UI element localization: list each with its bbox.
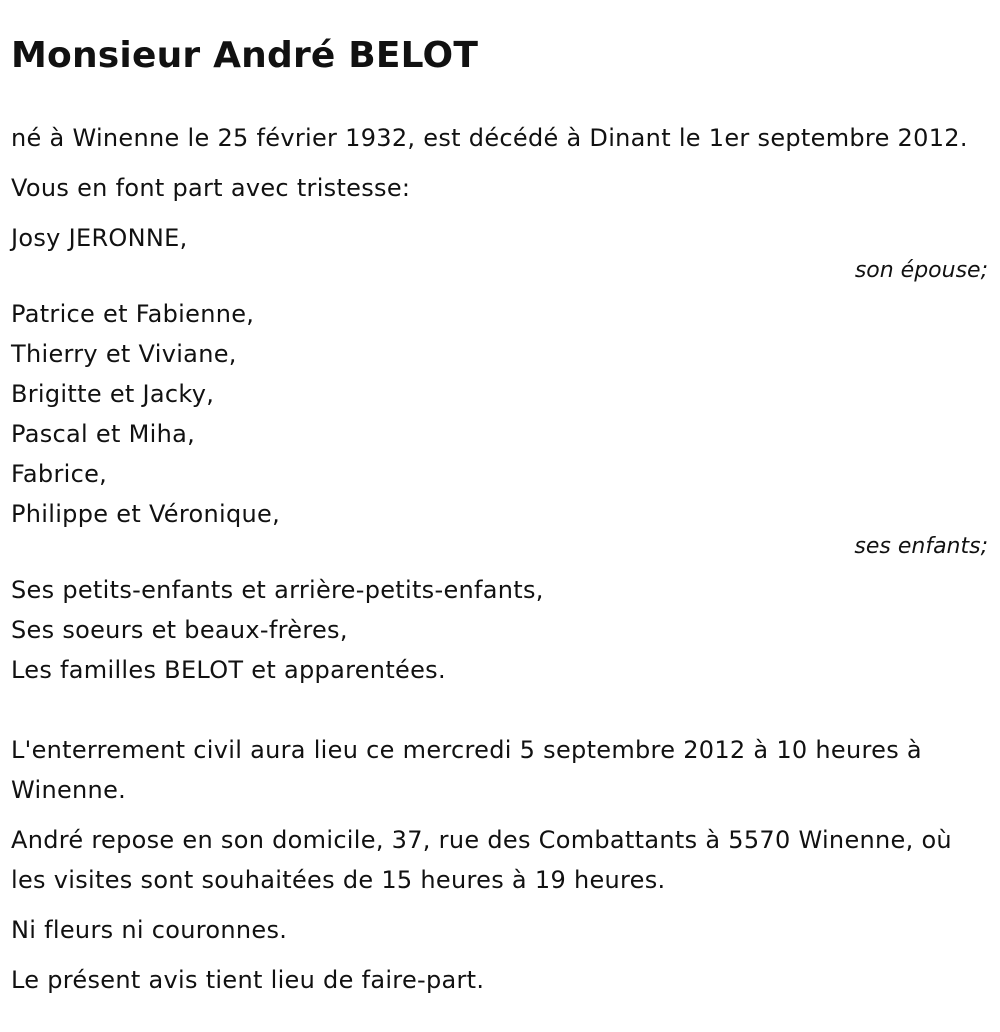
visitation-details: André repose en son domicile, 37, rue des Combattants à 5570 Winenne, où les visites sont souhaitées de 15 heures à 19 heures. (11, 826, 952, 894)
spouse-role: son épouse; (854, 258, 988, 283)
other-relatives-list (11, 570, 990, 690)
relative-entry: Les familles BELOT et apparentées. (11, 656, 446, 684)
flowers-note: Ni fleurs ni couronnes. (11, 916, 288, 944)
announce-line: Vous en font part avec tristesse: (11, 174, 411, 202)
relative-entry: Ses soeurs et beaux-frères, (11, 616, 348, 644)
birth-death-statement: né à Winenne le 25 février 1932, est décédé à Dinant le 1er septembre 2012. (11, 124, 968, 152)
page-title: Monsieur André BELOT (11, 35, 479, 76)
notice-note: Le présent avis tient lieu de faire-part. (11, 966, 485, 994)
children-role: ses enfants; (854, 534, 988, 559)
spouse-name: Josy JERONNE, (11, 224, 188, 252)
child-entry: Philippe et Véronique, (11, 500, 281, 528)
child-entry: Patrice et Fabienne, (11, 300, 255, 328)
child-entry: Thierry et Viviane, (11, 340, 237, 368)
relative-entry: Ses petits-enfants et arrière-petits-enfants, (11, 576, 544, 604)
child-entry: Pascal et Miha, (11, 420, 196, 448)
child-entry: Brigitte et Jacky, (11, 380, 215, 408)
child-entry: Fabrice, (11, 460, 108, 488)
funeral-details: L'enterrement civil aura lieu ce mercredi 5 septembre 2012 à 10 heures à Winenne. (11, 736, 922, 804)
children-list (11, 294, 990, 534)
